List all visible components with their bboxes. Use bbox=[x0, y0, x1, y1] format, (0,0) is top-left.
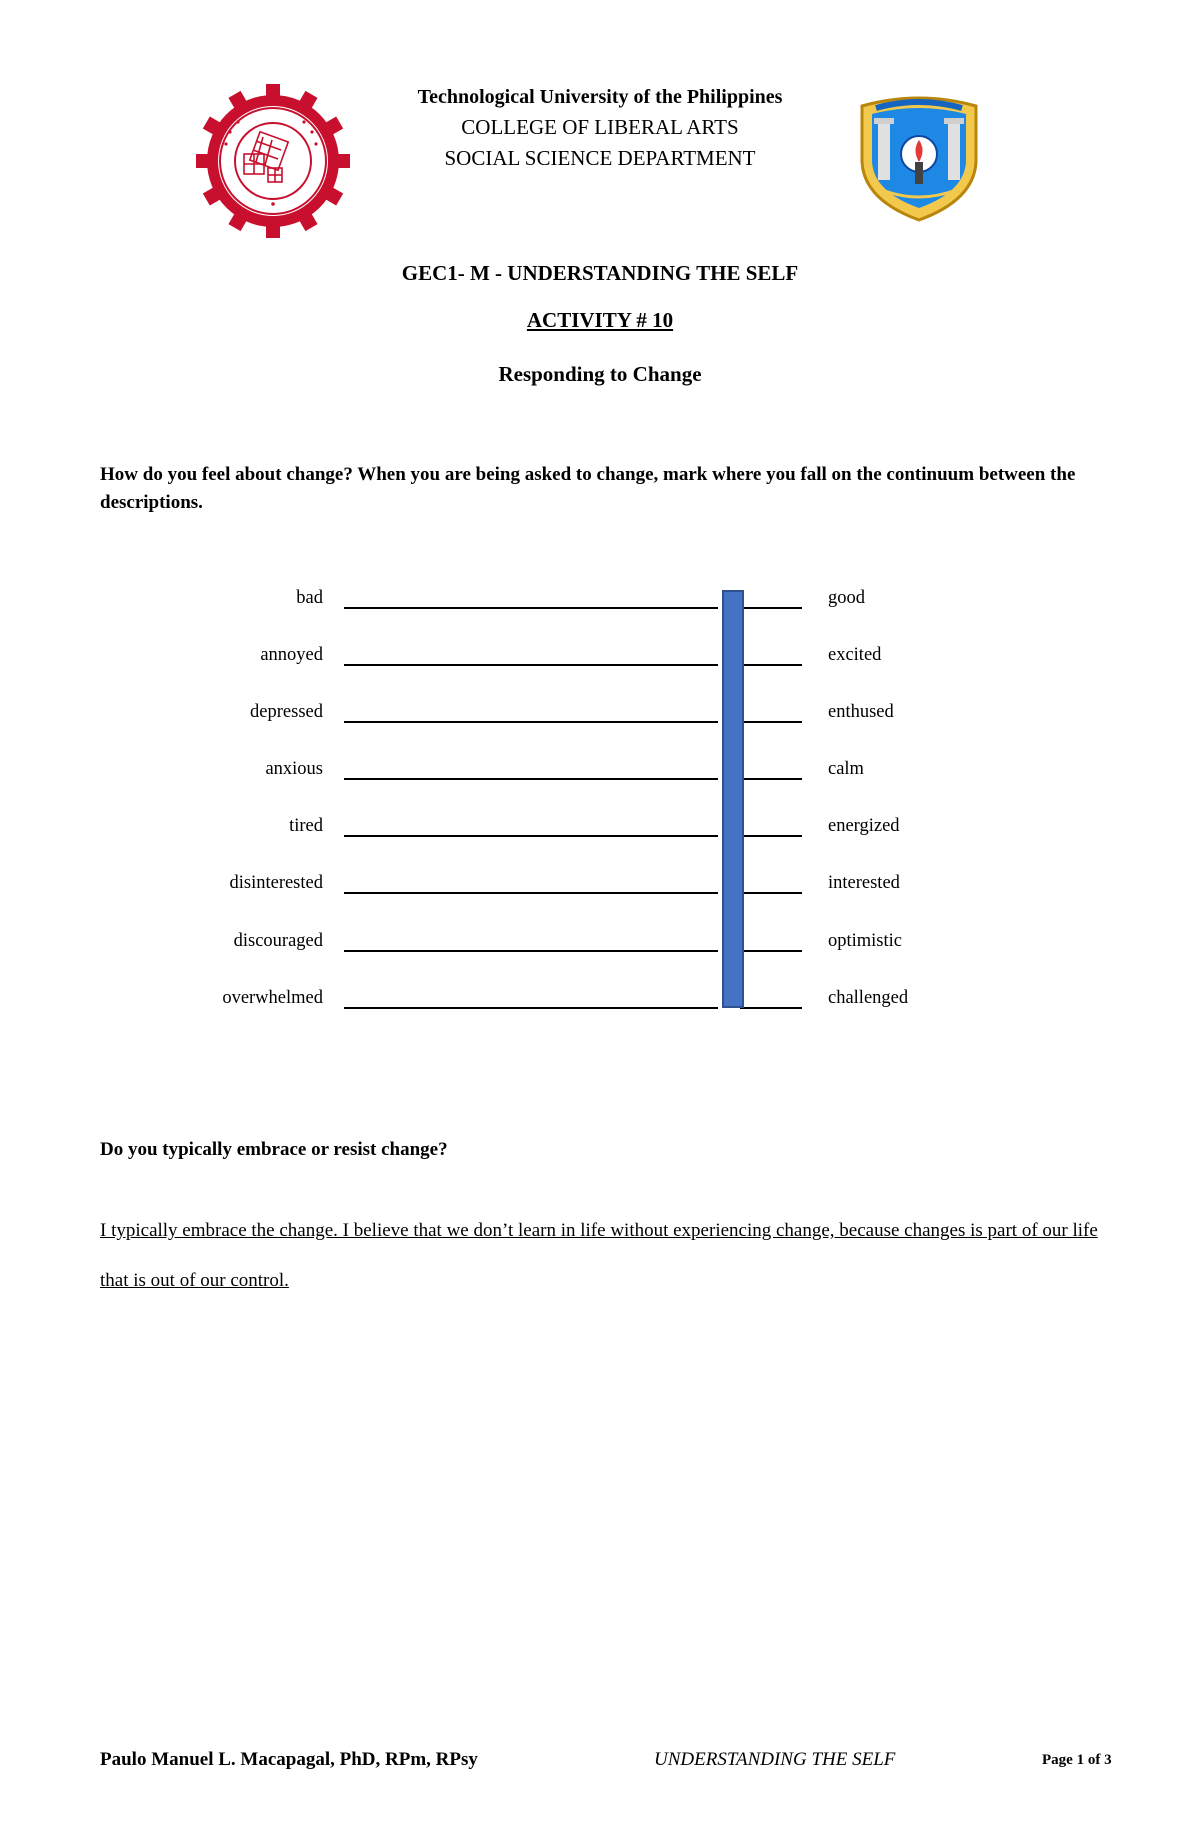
scale-right-label: energized bbox=[828, 816, 900, 836]
scale-line bbox=[740, 664, 802, 666]
scale-left-label: tired bbox=[289, 816, 323, 836]
college-name: COLLEGE OF LIBERAL ARTS bbox=[461, 115, 739, 139]
scale-right-label: good bbox=[828, 588, 865, 608]
scale-line bbox=[344, 835, 718, 837]
footer-page-number: Page 1 of 3 bbox=[1042, 1752, 1112, 1768]
university-name: Technological University of the Philippines bbox=[417, 86, 783, 108]
footer-course-title: UNDERSTANDING THE SELF bbox=[654, 1749, 896, 1770]
scale-line bbox=[344, 1007, 718, 1009]
continuum-marker-bar bbox=[722, 590, 744, 1008]
course-title: GEC1- M - UNDERSTANDING THE SELF bbox=[401, 261, 799, 285]
scale-line bbox=[740, 778, 802, 780]
scale-line bbox=[344, 664, 718, 666]
scale-line bbox=[740, 950, 802, 952]
scale-left-label: annoyed bbox=[260, 645, 323, 665]
scale-left-label: bad bbox=[296, 588, 323, 608]
reflection-question: Do you typically embrace or resist change? bbox=[100, 1139, 448, 1160]
scale-right-label: challenged bbox=[828, 988, 909, 1008]
scale-line bbox=[344, 950, 718, 952]
scale-line bbox=[740, 1007, 802, 1009]
department-name: SOCIAL SCIENCE DEPARTMENT bbox=[444, 146, 756, 170]
instructions-prompt: How do you feel about change? When you are being asked to change, mark where you fall on the continuum between the descriptions. bbox=[100, 464, 1076, 513]
scale-line bbox=[740, 892, 802, 894]
scale-line bbox=[740, 835, 802, 837]
scale-right-label: excited bbox=[828, 645, 882, 665]
footer-author: Paulo Manuel L. Macapagal, PhD, RPm, RPsy bbox=[100, 1749, 478, 1770]
scale-left-label: discouraged bbox=[233, 931, 323, 951]
reflection-answer: I typically embrace the change. I believe that we don’t learn in life without experiencing change, because changes is part of our life that is out of our control. bbox=[100, 1220, 1098, 1291]
scale-right-label: optimistic bbox=[828, 931, 902, 951]
activity-subtitle: Responding to Change bbox=[498, 362, 702, 386]
scale-line bbox=[740, 721, 802, 723]
scale-line bbox=[344, 721, 718, 723]
scale-left-label: overwhelmed bbox=[222, 988, 323, 1008]
scale-left-label: anxious bbox=[265, 759, 323, 779]
scale-right-label: interested bbox=[828, 873, 900, 893]
scale-line bbox=[344, 892, 718, 894]
activity-number: ACTIVITY # 10 bbox=[526, 308, 674, 332]
scale-right-label: enthused bbox=[828, 702, 894, 722]
scale-line bbox=[740, 607, 802, 609]
scale-left-label: depressed bbox=[250, 702, 323, 722]
scale-line bbox=[344, 778, 718, 780]
scale-right-label: calm bbox=[828, 759, 864, 779]
scale-left-label: disinterested bbox=[229, 873, 323, 893]
scale-line bbox=[344, 607, 718, 609]
